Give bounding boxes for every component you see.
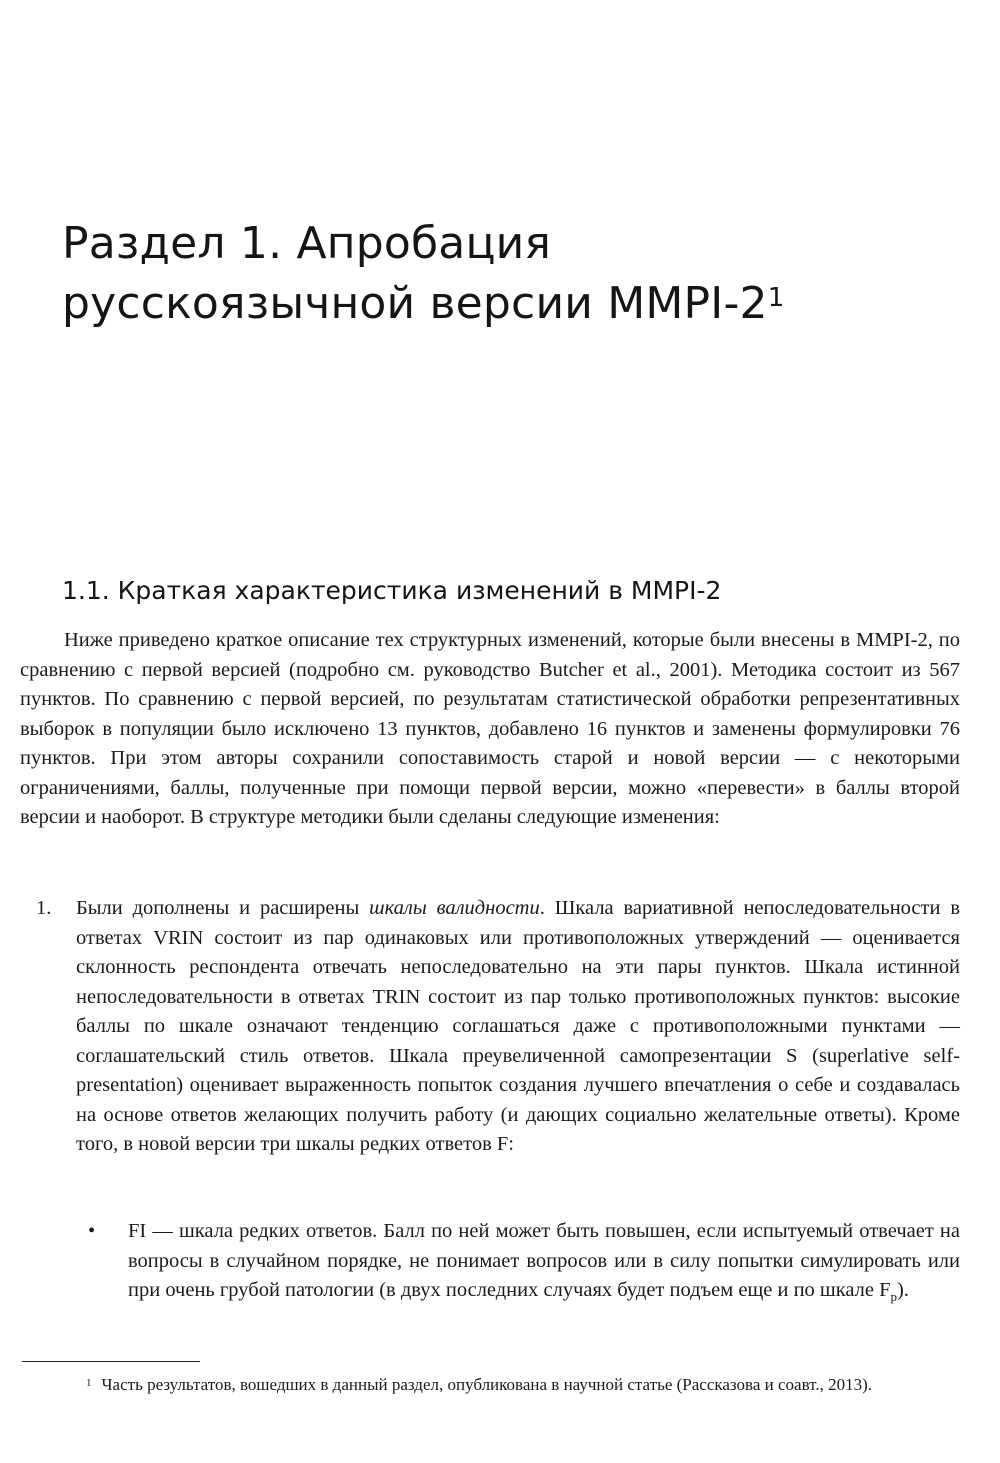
- footnote: [22, 1372, 958, 1398]
- bullet-item: [76, 1217, 960, 1312]
- numbered-list: [20, 894, 960, 1160]
- list-item-emphasis: шкалы валидности: [369, 897, 540, 919]
- list-item: [20, 894, 960, 1160]
- list-item-text-rest: . Шкала вариативной непоследовательности в ответах VRIN состоит из пар одинаковых или противоположных утверждений — оценивается склонность респондента отвечать непоследовательно на эти пары пунктов. Шкала истинной непоследовательности в ответах TRIN состоит из пар только противоположных пунктов: высокие баллы по шкале означают тенденцию соглашаться даже с противоположными пунктами — соглашательский стиль ответов. Шкала преувеличенной самопрезентации S (superlative self-presentation) оценивает выраженность попыток создания лучшего впечатления о себе и создавалась на основе ответов желающих получить работу (и дающих социально желательные ответы). Кроме того, в новой версии три шкалы редких ответов F:: [76, 897, 960, 1155]
- footnote-number: 1: [86, 1377, 92, 1389]
- section-title: 1.1. Краткая характеристика изменений в MMPI-2: [62, 576, 722, 605]
- footnote-divider: [22, 1361, 200, 1362]
- bullet-icon: •: [88, 1220, 96, 1242]
- chapter-title-line-1: Раздел 1. Апробация: [62, 218, 552, 269]
- list-item-text-start: Были дополнены и расширены: [76, 897, 370, 919]
- footnote-reference[interactable]: 1: [767, 283, 785, 313]
- chapter-title-line-2: [62, 274, 942, 334]
- bullet-item-text-end: ).: [896, 1279, 909, 1301]
- intro-paragraph: Ниже приведено краткое описание тех структурных изменений, которые были внесены в MMPI-2, по сравнению с первой версией (подробно см. руководство Butcher et al., 2001). Методика состоит из 567 пунктов. По сравнению с первой версией, по результатам статистической обработки репрезентативных выборок в популяции было исключено 13 пунктов, добавлено 16 пунктов и заменены формулировки 76 пунктов. При этом авторы сохранили сопоставимость старой и новой версии — с некоторыми ограничениями, баллы, полученные при помощи первой версии, можно «перевести» в баллы второй версии и наоборот. В структуре методики были сделаны следующие изменения:: [20, 629, 960, 828]
- chapter-title: [62, 214, 942, 334]
- bullet-item-text: FI — шкала редких ответов. Балл по ней может быть повышен, если испытуемый отвечает на вопросы в случайном порядке, не понимает вопросов или в силу попытки симулировать или при очень грубой патологии (в двух последних случаях будет подъем еще и по шкале F: [128, 1220, 960, 1301]
- list-item-number: 1.: [36, 897, 52, 919]
- chapter-title-line-2-text: русскоязычной версии MMPI-2: [62, 278, 768, 329]
- bullet-item-subscript: p: [890, 1289, 897, 1305]
- bullet-list: [76, 1217, 960, 1312]
- footnote-text: Часть результатов, вошедших в данный раздел, опубликована в научной статье (Рассказова и соавт., 2013).: [101, 1375, 872, 1394]
